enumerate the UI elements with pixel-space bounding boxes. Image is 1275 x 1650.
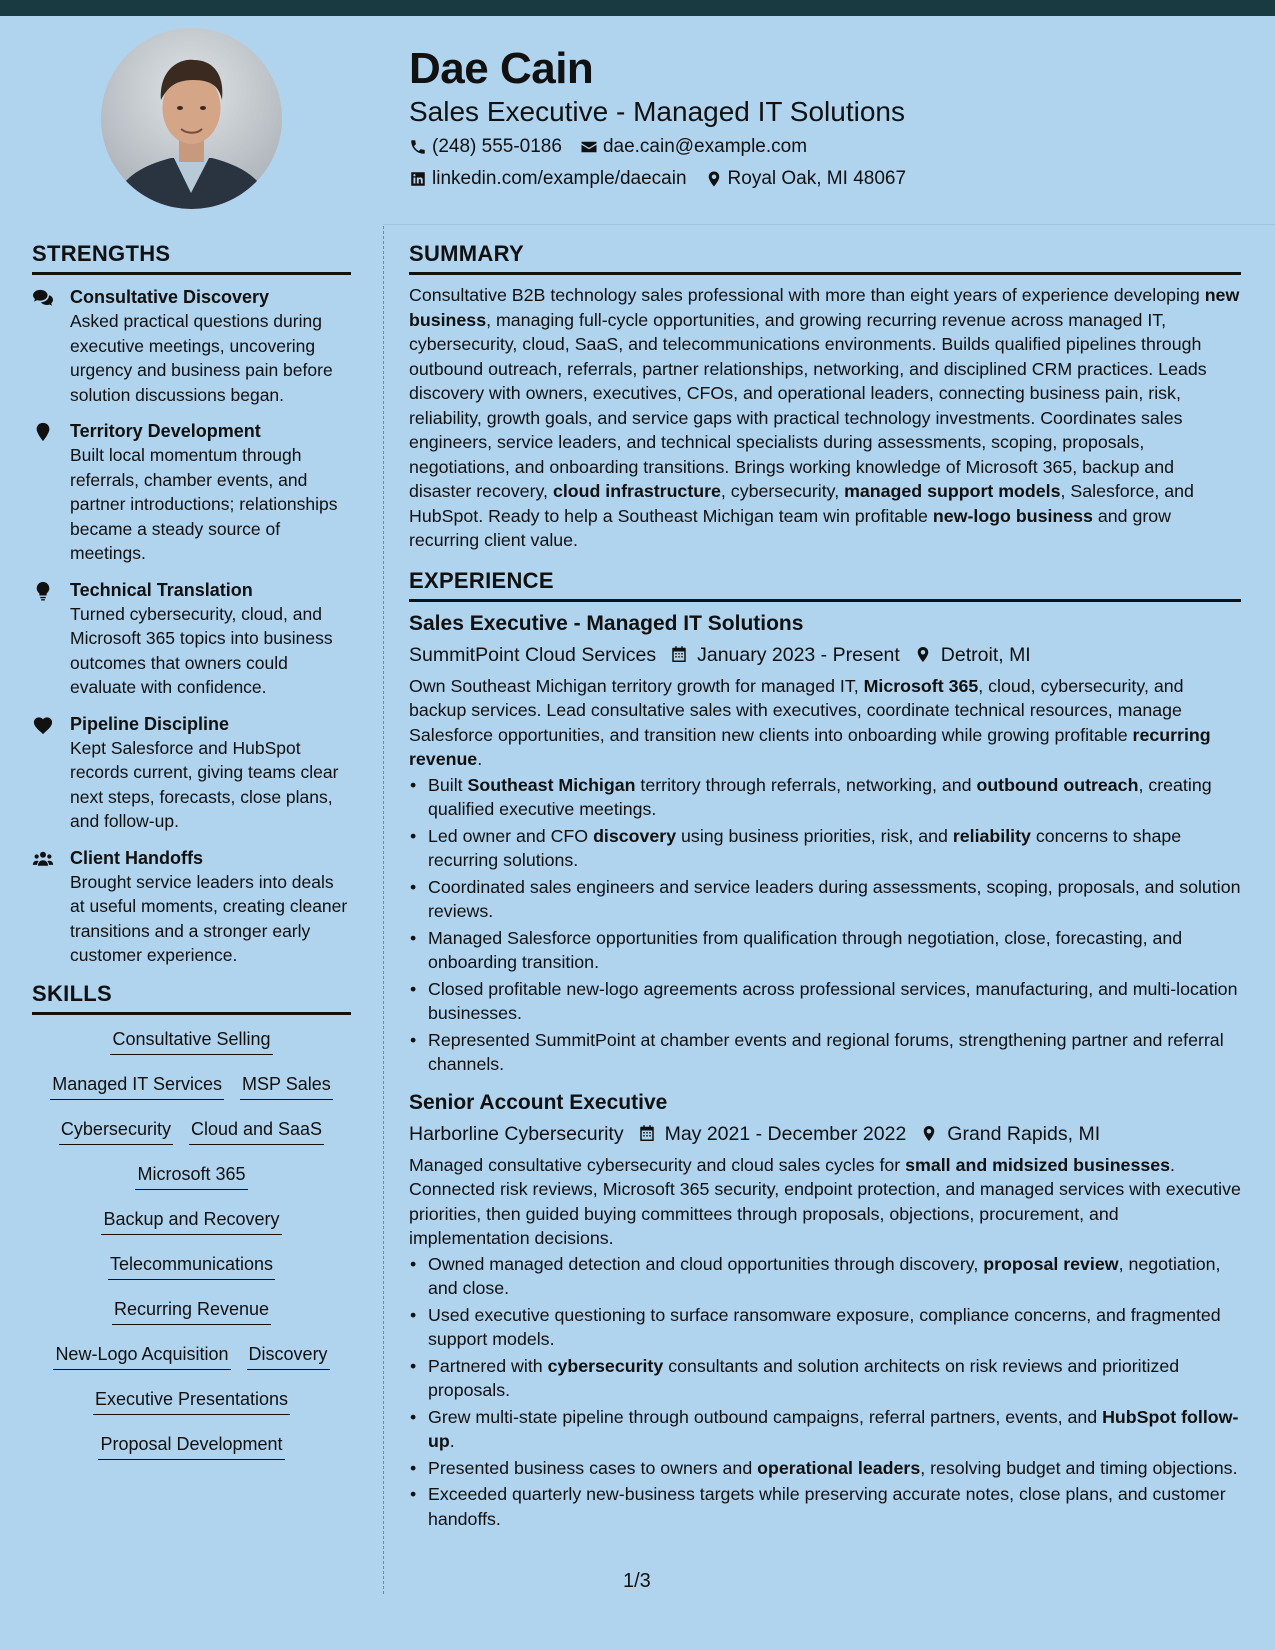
job-bullet: • Exceeded quarterly new-business targets while preserving accurate notes, close plans, and customer handoffs. <box>409 1482 1241 1531</box>
phone-text: (248) 555-0186 <box>432 136 562 157</box>
email-text: dae.cain@example.com <box>602 136 808 157</box>
skill-row <box>127 1162 255 1207</box>
right-column <box>409 240 1241 1533</box>
lightbulb-icon <box>32 581 54 601</box>
job-description: Managed consultative cybersecurity and cloud sales cycles for small and midsized businesses. Connected risk reviews, Microsoft 365 security, endpoint protection, and managed services with executive priorities, then guided buying committees through proposals, objections, procurement, and implementation decisions. <box>409 1154 1241 1248</box>
skill-tag: Consultative Selling <box>110 1027 272 1055</box>
comments-icon <box>32 288 54 308</box>
skill-row <box>45 1342 337 1387</box>
strength-item <box>32 712 351 834</box>
job-role: Sales Executive - Managed IT Solutions <box>409 611 804 635</box>
heart-icon <box>32 715 54 735</box>
map-marker-icon <box>705 170 723 188</box>
job-bullet: • Closed profitable new-logo agreements across professional services, manufacturing, and multi-location businesses. <box>409 977 1241 1026</box>
header-separator <box>383 224 1275 225</box>
job-dates: January 2023 - Present <box>697 643 900 666</box>
strength-title: Territory Development <box>70 421 261 441</box>
strength-description: Turned cybersecurity, cloud, and Microsoft 365 topics into business outcomes that owners could evaluate with confidence. <box>70 603 333 697</box>
contact-row-1 <box>409 132 1229 162</box>
job-bullet: • Built Southeast Michigan territory through referrals, networking, and outbound outreach, creating qualified executive meetings. <box>409 773 1241 822</box>
strength-description: Built local momentum through referrals, chamber events, and partner introductions; relationships became a steady source of meetings. <box>70 445 338 563</box>
strengths-heading: STRENGTHS <box>32 240 351 275</box>
skill-tag: Proposal Development <box>98 1432 284 1460</box>
strength-description: Asked practical questions during executive meetings, uncovering urgency and business pain before solution discussions began. <box>70 311 333 405</box>
column-divider <box>383 226 384 1594</box>
skill-row <box>85 1387 298 1432</box>
strength-item <box>32 419 351 566</box>
strength-item <box>32 285 351 407</box>
phone-contact[interactable] <box>409 136 562 158</box>
phone-icon <box>409 138 427 156</box>
location-text: Royal Oak, MI 48067 <box>727 168 907 189</box>
summary-heading: SUMMARY <box>409 240 1241 275</box>
calendar-icon <box>638 1124 656 1143</box>
job-description: Own Southeast Michigan territory growth for managed IT, Microsoft 365, cloud, cybersecurity, and backup services. Lead consultative sales with executives, coordinate technical resources, manage Salesforce opportunities, and transition new clients into onboarding while growing profitable recurring revenue. <box>409 675 1211 769</box>
strength-description: Brought service leaders into deals at useful moments, creating cleaner transitions and a stronger early customer experience. <box>70 871 348 965</box>
strength-title: Pipeline Discipline <box>70 713 230 734</box>
job-bullet: • Led owner and CFO discovery using business priorities, risk, and reliability concerns to shape recurring solutions. <box>409 824 1241 873</box>
candidate-title: Sales Executive - Managed IT Solutions <box>409 96 905 127</box>
job-bullet: • Presented business cases to owners and operational leaders, resolving budget and timing objections. <box>409 1456 1241 1481</box>
job-bullet: • Managed Salesforce opportunities from qualification through negotiation, close, forecasting, and onboarding transition. <box>409 926 1241 975</box>
skills-list <box>32 1027 351 1477</box>
strength-item <box>32 846 351 968</box>
job-meta <box>409 1119 1241 1149</box>
linkedin-contact[interactable] <box>409 168 687 190</box>
job-bullet: • Partnered with cybersecurity consultants and solution architects on risk reviews and prioritized proposals. <box>409 1354 1241 1403</box>
page-number: 1/3 <box>623 1570 651 1592</box>
skill-row <box>102 1027 280 1072</box>
strengths-list <box>32 285 351 968</box>
skill-tag: Executive Presentations <box>93 1387 290 1415</box>
top-bar <box>0 0 1275 16</box>
skill-tag: Telecommunications <box>108 1252 275 1280</box>
job-entry <box>409 1089 1241 1532</box>
job-bullet: • Grew multi-state pipeline through outbound campaigns, referral partners, events, and HubSpot follow-up. <box>409 1405 1241 1454</box>
envelope-icon <box>580 138 598 156</box>
strength-title: Consultative Discovery <box>70 287 270 307</box>
job-bullet: • Owned managed detection and cloud opportunities through discovery, proposal review, negotiation, and close. <box>409 1252 1241 1301</box>
job-location-item <box>914 640 1031 670</box>
job-bullet: • Represented SummitPoint at chamber events and regional forums, strengthening partner and referral channels. <box>409 1028 1241 1077</box>
job-dates-item <box>670 640 900 670</box>
skill-row <box>42 1072 340 1117</box>
skill-tag: Managed IT Services <box>50 1072 224 1100</box>
skill-tag: Recurring Revenue <box>112 1297 271 1325</box>
location-contact <box>705 168 906 190</box>
job-dates-item <box>638 1119 907 1149</box>
map-pin-icon <box>32 422 54 442</box>
job-role: Senior Account Executive <box>409 1090 668 1114</box>
job-bullet: • Used executive questioning to surface ransomware exposure, compliance concerns, and fragmented support models. <box>409 1303 1241 1352</box>
skill-row <box>104 1297 279 1342</box>
skill-tag: Microsoft 365 <box>135 1162 247 1190</box>
linkedin-text: linkedin.com/example/daecain <box>432 168 687 189</box>
profile-photo <box>101 28 282 209</box>
contact-row-2 <box>409 164 1229 194</box>
strength-description: Kept Salesforce and HubSpot records current, giving teams clear next steps, forecasts, close plans, and follow-up. <box>70 737 339 831</box>
header <box>409 44 1229 194</box>
portrait-image <box>101 28 282 209</box>
calendar-icon <box>670 645 688 664</box>
email-contact[interactable] <box>580 136 807 158</box>
skill-row <box>51 1117 332 1162</box>
skill-tag: MSP Sales <box>240 1072 333 1100</box>
job-company: SummitPoint Cloud Services <box>409 643 657 666</box>
strength-item <box>32 578 351 700</box>
job-dates: May 2021 - December 2022 <box>664 1122 907 1145</box>
skill-row <box>90 1432 292 1477</box>
skill-tag: Cybersecurity <box>59 1117 173 1145</box>
candidate-name: Dae Cain <box>409 44 594 93</box>
job-meta <box>409 640 1241 670</box>
skill-tag: New-Logo Acquisition <box>53 1342 230 1370</box>
job-location-item <box>920 1119 1100 1149</box>
job-company: Harborline Cybersecurity <box>409 1122 624 1145</box>
job-bullets <box>409 1252 1241 1532</box>
map-marker-icon <box>920 1124 938 1143</box>
strength-title: Client Handoffs <box>70 847 203 868</box>
job-entry <box>409 610 1241 1077</box>
job-location: Detroit, MI <box>940 643 1031 666</box>
job-location: Grand Rapids, MI <box>947 1122 1101 1145</box>
left-column <box>32 240 351 1477</box>
skill-tag: Discovery <box>247 1342 330 1370</box>
job-bullet: • Coordinated sales engineers and service leaders during assessments, scoping, proposals, and solution reviews. <box>409 875 1241 924</box>
map-marker-icon <box>914 645 932 664</box>
skills-heading: SKILLS <box>32 980 351 1015</box>
skill-tag: Cloud and SaaS <box>189 1117 324 1145</box>
skill-row <box>93 1207 289 1252</box>
skill-row <box>100 1252 283 1297</box>
skill-tag: Backup and Recovery <box>101 1207 281 1235</box>
job-bullets <box>409 773 1241 1077</box>
strength-title: Technical Translation <box>70 579 253 600</box>
summary-text: Consultative B2B technology sales professional with more than eight years of experience developing new business, managing full-cycle opportunities, and growing recurring revenue across managed IT, cybersecurity, cloud, SaaS, and telecommunications environments. Builds qualified pipelines through outbound outreach, referrals, partner relationships, networking, and disciplined CRM practices. Leads discovery with owners, executives, CFOs, and operational leaders, connecting business pain, risk, reliability, growth goals, and service gaps with practical technology investments. Coordinates sales engineers, service leaders, and technical specialists during assessments, scoping, proposals, negotiations, and onboarding transitions. Brings working knowledge of Microsoft 365, backup and disaster recovery, cloud infrastructure, cybersecurity, managed support models, Salesforce, and HubSpot. Ready to help a Southeast Michigan team win profitable new-logo business and grow recurring client value. <box>409 285 1240 550</box>
experience-heading: EXPERIENCE <box>409 567 1241 602</box>
users-icon <box>32 849 54 869</box>
linkedin-icon <box>409 170 427 188</box>
